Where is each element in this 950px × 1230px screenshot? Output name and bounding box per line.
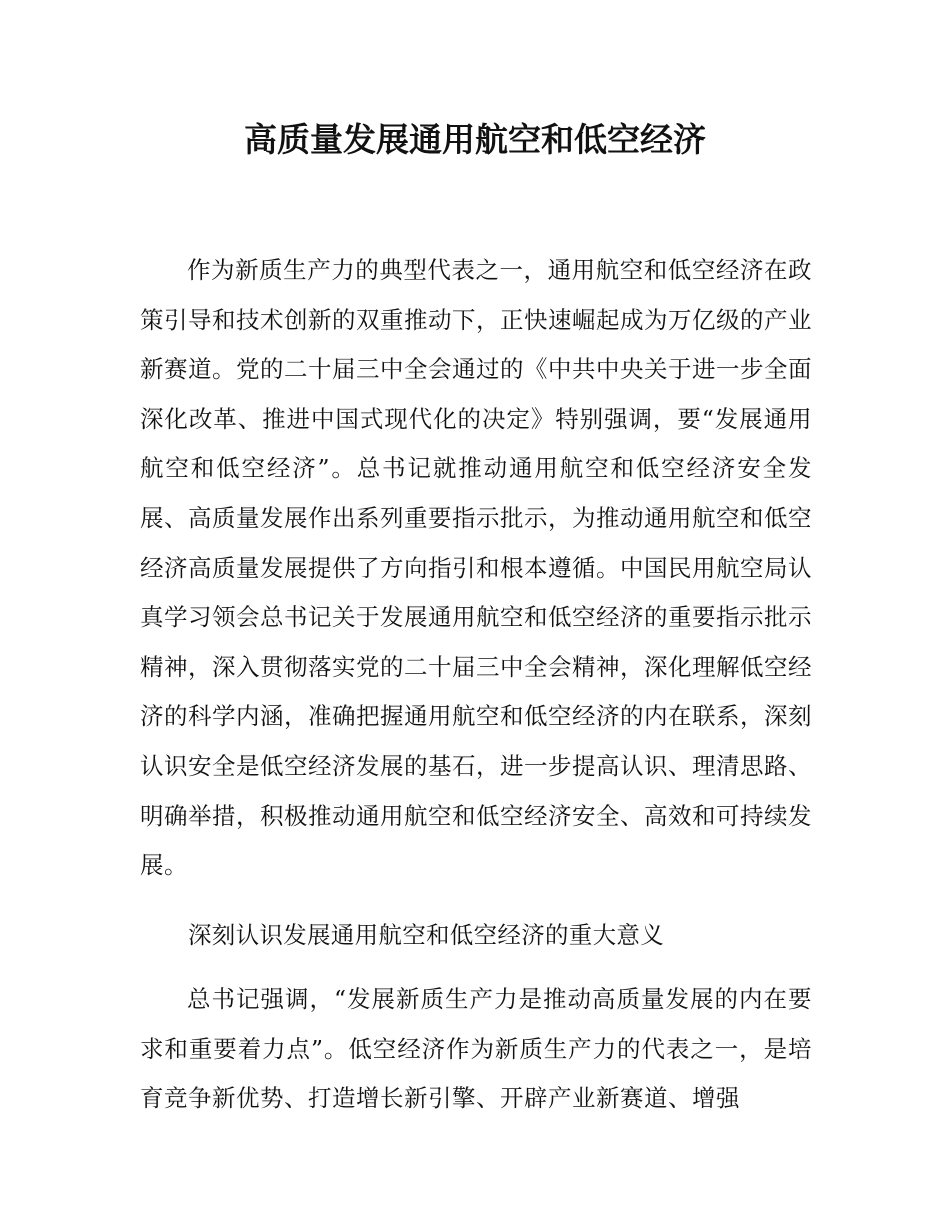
intro-paragraph: 作为新质生产力的典型代表之一，通用航空和低空经济在政策引导和技术创新的双重推动下，正快速崛起成为万亿级的产业新赛道。党的二十届三中全会通过的《中共中央关于进一步全面深化改革、推进中国式现代化的决定》特别强调，要“发展通用航空和低空经济”。总书记就推动通用航空和低空经济安全发展、高质量发展作出系列重要指示批示，为推动通用航空和低空经济高质量发展提供了方向指引和根本遵循。中国民用航空局认真学习领会总书记关于发展通用航空和低空经济的重要指示批示精神，深入贯彻落实党的二十届三中全会精神，深化理解低空经济的科学内涵，准确把握通用航空和低空经济的内在联系，深刻认识安全是低空经济发展的基石，进一步提高认识、理清思路、明确举措，积极推动通用航空和低空经济安全、高效和可持续发展。 (140, 256, 812, 880)
section-heading: 深刻认识发展通用航空和低空经济的重大意义 (188, 921, 664, 949)
section-paragraph-block (140, 975, 812, 1124)
section-paragraph: 总书记强调，“发展新质生产力是推动高质量发展的内在要求和重要着力点”。低空经济作为新质生产力的代表之一，是培育竞争新优势、打造增长新引擎、开辟产业新赛道、增强 (140, 985, 812, 1113)
intro-paragraph-block (140, 246, 812, 891)
document-title: 高质量发展通用航空和低空经济 (244, 120, 706, 159)
